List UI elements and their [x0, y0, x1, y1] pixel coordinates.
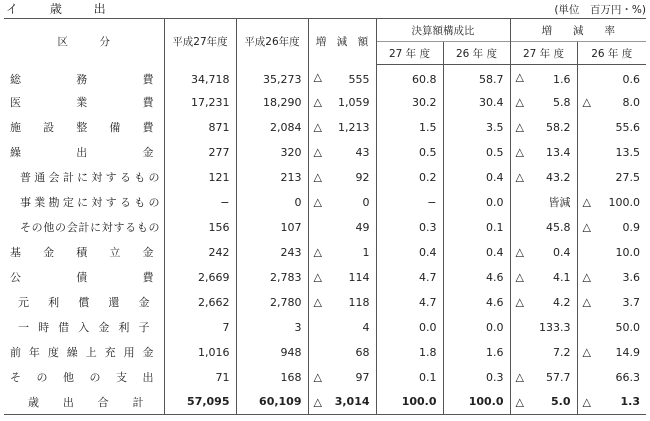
decrease-mark: △ — [582, 345, 591, 359]
cell-ratio27: 0.1 — [376, 365, 443, 390]
row-label: 元利償還金 — [18, 296, 150, 309]
decrease-mark: △ — [582, 295, 591, 309]
cell-rate26 — [577, 390, 646, 415]
cell-rate27 — [510, 140, 577, 165]
decrease-mark: △ — [313, 270, 322, 284]
cell-fy27: 242 — [164, 240, 236, 265]
cell-ratio27: 1.8 — [376, 340, 443, 365]
cell-diff — [308, 265, 376, 290]
table-row — [4, 190, 646, 215]
cell-rate27 — [510, 240, 577, 265]
cell-rate27 — [510, 65, 577, 90]
table-row — [4, 340, 646, 365]
cell-diff — [308, 140, 376, 165]
expenditure-table — [4, 18, 646, 415]
decrease-mark: △ — [515, 370, 524, 384]
table-row — [4, 140, 646, 165]
cell-ratio27: 0.4 — [376, 240, 443, 265]
cell-value: 0.4 — [553, 245, 571, 259]
cell-value: 1.6 — [553, 72, 571, 86]
cell-rate27 — [510, 115, 577, 140]
cell-ratio27: 0.3 — [376, 215, 443, 240]
cell-value: 4 — [362, 320, 370, 334]
table-row — [4, 165, 646, 190]
cell-value: 10.0 — [615, 245, 640, 259]
table-row — [4, 90, 646, 115]
cell-fy26: 243 — [236, 240, 308, 265]
cell-value: 43.2 — [546, 170, 571, 184]
cell-value: 57.7 — [546, 370, 571, 384]
cell-value: 118 — [348, 295, 370, 309]
decrease-mark: △ — [582, 195, 591, 209]
cell-ratio26: 0.4 — [443, 240, 510, 265]
row-label: 普通会計に対するもの — [20, 171, 160, 184]
cell-diff — [308, 340, 376, 365]
cell-rate26 — [577, 190, 646, 215]
header-rate-group: 増 減 率 — [510, 19, 646, 42]
decrease-mark: △ — [582, 270, 591, 284]
row-label: 歳出合計 — [4, 390, 164, 415]
cell-value: 4.2 — [553, 295, 571, 309]
cell-rate26 — [577, 65, 646, 90]
decrease-mark: △ — [582, 95, 591, 109]
decrease-mark: △ — [313, 395, 322, 409]
cell-diff — [308, 315, 376, 340]
cell-diff — [308, 240, 376, 265]
cell-ratio26: 3.5 — [443, 115, 510, 140]
cell-value: 7.2 — [553, 345, 571, 359]
cell-rate27 — [510, 365, 577, 390]
cell-value: 3,014 — [334, 395, 370, 409]
table-header — [4, 19, 646, 65]
table-row — [4, 115, 646, 140]
header-fy27: 平成27年度 — [164, 19, 236, 65]
decrease-mark: △ — [515, 270, 524, 284]
cell-value: 4.1 — [553, 270, 571, 284]
cell-rate26 — [577, 90, 646, 115]
row-label: 事業勘定に対するもの — [20, 196, 160, 209]
row-label: その他の支出 — [10, 371, 154, 384]
cell-value: 皆減 — [548, 196, 571, 209]
cell-value: 0.9 — [622, 220, 640, 234]
cell-value: 133.3 — [539, 320, 571, 334]
cell-fy27: 156 — [164, 215, 236, 240]
cell-value: 27.5 — [615, 170, 640, 184]
cell-value: 1,213 — [338, 120, 370, 134]
cell-ratio27: 0.0 — [376, 315, 443, 340]
cell-ratio27: 0.5 — [376, 140, 443, 165]
cell-ratio26: 1.6 — [443, 340, 510, 365]
decrease-mark: △ — [515, 95, 524, 109]
cell-value: 1.3 — [620, 395, 640, 409]
header-rate-27: 27 年 度 — [510, 42, 577, 65]
decrease-mark: △ — [313, 70, 322, 84]
cell-rate26 — [577, 240, 646, 265]
cell-value: 50.0 — [615, 320, 640, 334]
row-label: 繰出金 — [10, 146, 154, 159]
cell-fy26: 2,084 — [236, 115, 308, 140]
section-title: イ 歳 出 — [6, 2, 120, 16]
cell-fy26: 60,109 — [236, 390, 308, 415]
cell-rate27 — [510, 165, 577, 190]
cell-fy27: 57,095 — [164, 390, 236, 415]
cell-ratio26: 58.7 — [443, 65, 510, 90]
cell-fy27: 1,016 — [164, 340, 236, 365]
cell-rate26 — [577, 115, 646, 140]
cell-ratio27: 4.7 — [376, 290, 443, 315]
table-row — [4, 290, 646, 315]
cell-rate27 — [510, 290, 577, 315]
cell-fy26: 107 — [236, 215, 308, 240]
cell-fy26: 948 — [236, 340, 308, 365]
cell-value: 0.6 — [622, 72, 640, 86]
header-diff: 増 減 額 — [308, 19, 376, 65]
decrease-mark: △ — [515, 120, 524, 134]
cell-value: 55.6 — [615, 120, 640, 134]
decrease-mark: △ — [515, 395, 524, 409]
cell-fy27: 121 — [164, 165, 236, 190]
header-ratio-27: 27 年 度 — [376, 42, 443, 65]
cell-ratio26: 0.3 — [443, 365, 510, 390]
unit-note: (単位 百万円・%) — [554, 4, 646, 16]
cell-fy27: 871 — [164, 115, 236, 140]
cell-value: 43 — [355, 145, 370, 159]
cell-fy27: − — [164, 190, 236, 215]
cell-value: 0 — [362, 195, 370, 209]
cell-ratio27: 1.5 — [376, 115, 443, 140]
cell-fy26: 35,273 — [236, 65, 308, 90]
cell-ratio26: 0.1 — [443, 215, 510, 240]
decrease-mark: △ — [515, 70, 524, 84]
cell-rate27 — [510, 390, 577, 415]
table-row — [4, 240, 646, 265]
cell-rate27 — [510, 315, 577, 340]
total-row — [4, 390, 646, 415]
cell-value: 13.4 — [546, 145, 571, 159]
cell-ratio27: 0.2 — [376, 165, 443, 190]
cell-value: 14.9 — [615, 345, 640, 359]
cell-fy26: 2,780 — [236, 290, 308, 315]
cell-value: 8.0 — [622, 95, 640, 109]
table-row — [4, 315, 646, 340]
cell-diff — [308, 290, 376, 315]
cell-fy26: 18,290 — [236, 90, 308, 115]
cell-ratio26: 4.6 — [443, 290, 510, 315]
decrease-mark: △ — [313, 245, 322, 259]
cell-rate26 — [577, 365, 646, 390]
header-ratio-group: 決算額構成比 — [376, 19, 510, 42]
cell-value: 97 — [355, 370, 370, 384]
cell-rate27 — [510, 215, 577, 240]
row-label: 基金積立金 — [10, 246, 154, 259]
cell-value: 3.6 — [622, 270, 640, 284]
cell-ratio26: 0.0 — [443, 190, 510, 215]
cell-ratio26: 0.0 — [443, 315, 510, 340]
cell-value: 114 — [348, 270, 370, 284]
cell-ratio27: 30.2 — [376, 90, 443, 115]
header-ratio-26: 26 年 度 — [443, 42, 510, 65]
cell-rate26 — [577, 140, 646, 165]
decrease-mark: △ — [313, 170, 322, 184]
cell-rate27 — [510, 340, 577, 365]
cell-fy26: 320 — [236, 140, 308, 165]
cell-rate26 — [577, 215, 646, 240]
decrease-mark: △ — [515, 295, 524, 309]
cell-rate27 — [510, 90, 577, 115]
cell-ratio26: 100.0 — [443, 390, 510, 415]
row-label: 医業費 — [10, 96, 154, 109]
cell-value: 68 — [355, 345, 370, 359]
cell-ratio27: 60.8 — [376, 65, 443, 90]
cell-diff — [308, 65, 376, 90]
cell-fy26: 2,783 — [236, 265, 308, 290]
cell-ratio27: 100.0 — [376, 390, 443, 415]
decrease-mark: △ — [515, 245, 524, 259]
cell-value: 45.8 — [546, 220, 571, 234]
table-row — [4, 215, 646, 240]
row-label: 公債費 — [10, 271, 154, 284]
row-label: その他の会計に対するもの — [20, 221, 160, 234]
cell-fy27: 7 — [164, 315, 236, 340]
cell-value: 92 — [355, 170, 370, 184]
header-category: 区 分 — [4, 19, 164, 65]
cell-fy27: 2,669 — [164, 265, 236, 290]
cell-value: 1,059 — [338, 95, 370, 109]
cell-value: 1 — [362, 245, 370, 259]
decrease-mark: △ — [515, 170, 524, 184]
cell-value: 49 — [355, 220, 370, 234]
decrease-mark: △ — [313, 370, 322, 384]
row-label: 総務費 — [10, 73, 154, 86]
cell-diff — [308, 215, 376, 240]
table-body — [4, 65, 646, 415]
table-row — [4, 265, 646, 290]
cell-diff — [308, 190, 376, 215]
cell-diff — [308, 165, 376, 190]
cell-fy27: 2,662 — [164, 290, 236, 315]
cell-diff — [308, 90, 376, 115]
cell-ratio26: 0.5 — [443, 140, 510, 165]
cell-rate26 — [577, 315, 646, 340]
header-rate-26: 26 年 度 — [577, 42, 646, 65]
decrease-mark: △ — [313, 145, 322, 159]
cell-fy26: 3 — [236, 315, 308, 340]
cell-ratio26: 0.4 — [443, 165, 510, 190]
decrease-mark: △ — [313, 195, 322, 209]
cell-value: 5.0 — [551, 395, 571, 409]
cell-diff — [308, 365, 376, 390]
cell-ratio27: − — [376, 190, 443, 215]
decrease-mark: △ — [582, 220, 591, 234]
cell-diff — [308, 390, 376, 415]
decrease-mark: △ — [313, 120, 322, 134]
cell-diff — [308, 115, 376, 140]
cell-rate27 — [510, 265, 577, 290]
cell-rate26 — [577, 265, 646, 290]
cell-fy27: 71 — [164, 365, 236, 390]
cell-ratio26: 4.6 — [443, 265, 510, 290]
cell-fy26: 213 — [236, 165, 308, 190]
row-label: 一時借入金利子 — [18, 321, 150, 334]
table-row — [4, 65, 646, 90]
cell-fy26: 168 — [236, 365, 308, 390]
cell-value: 66.3 — [615, 370, 640, 384]
cell-ratio27: 4.7 — [376, 265, 443, 290]
decrease-mark: △ — [582, 395, 591, 409]
header-fy26: 平成26年度 — [236, 19, 308, 65]
cell-fy26: 0 — [236, 190, 308, 215]
cell-fy27: 17,231 — [164, 90, 236, 115]
cell-value: 58.2 — [546, 120, 571, 134]
table-row — [4, 365, 646, 390]
decrease-mark: △ — [515, 145, 524, 159]
cell-fy27: 34,718 — [164, 65, 236, 90]
decrease-mark: △ — [313, 295, 322, 309]
cell-rate26 — [577, 165, 646, 190]
cell-value: 555 — [348, 72, 370, 86]
cell-fy27: 277 — [164, 140, 236, 165]
cell-value: 100.0 — [608, 195, 640, 209]
row-label: 前年度繰上充用金 — [10, 346, 154, 359]
decrease-mark: △ — [313, 95, 322, 109]
row-label: 施設整備費 — [10, 121, 154, 134]
cell-ratio26: 30.4 — [443, 90, 510, 115]
cell-value: 3.7 — [622, 295, 640, 309]
cell-rate27 — [510, 190, 577, 215]
cell-value: 13.5 — [615, 145, 640, 159]
cell-rate26 — [577, 340, 646, 365]
cell-value: 5.8 — [553, 95, 571, 109]
cell-rate26 — [577, 290, 646, 315]
